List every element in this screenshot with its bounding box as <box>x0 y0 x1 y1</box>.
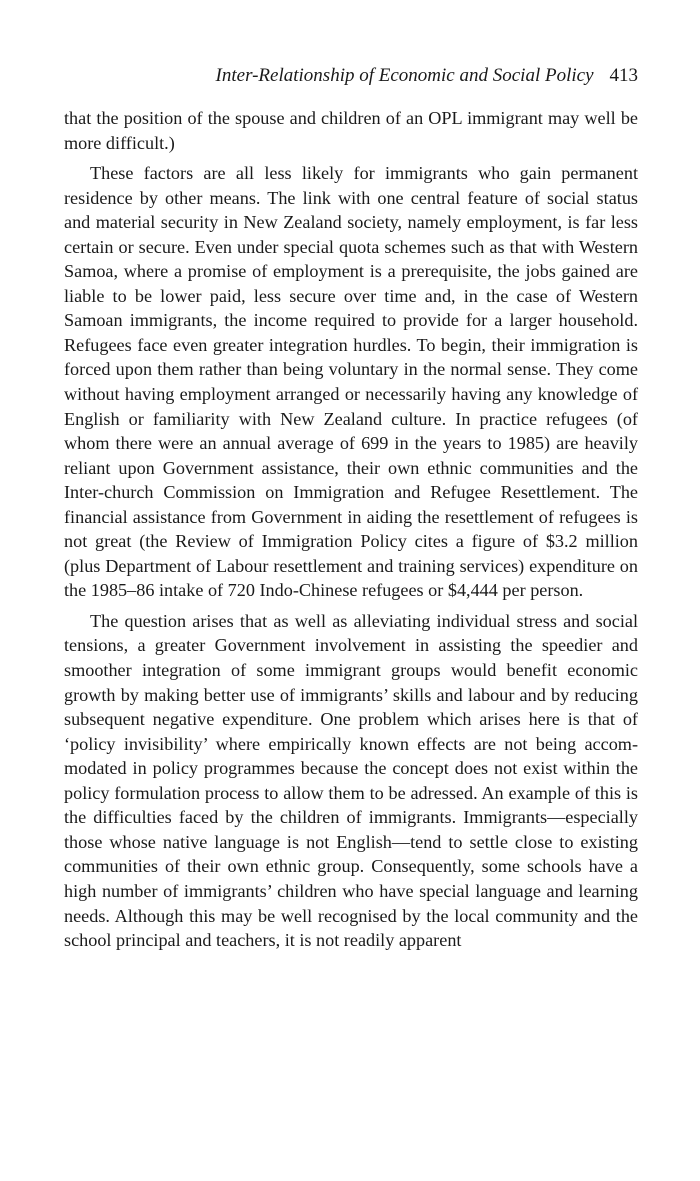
page-number: 413 <box>609 65 638 86</box>
running-title: Inter-Relationship of Economic and Social Policy <box>215 65 594 86</box>
paragraph-continuation: that the position of the spouse and children of an OPL immigrant may well be more difficult.) <box>64 108 638 153</box>
book-page <box>64 64 638 953</box>
running-head <box>64 64 638 88</box>
paragraph-policy-invisibility: The question arises that as well as alleviating individual stress and social tensions, a greater Government involvement in assisting the speedier and smoother integration of some immigrant groups would benefit economic growth by making better use of immigrants’ skills and labour and by reducing subsequent negative expenditure. One problem which arises here is that of ‘policy invisibility’ where empirically known effects are not being accommodated in policy programmes because the concept does not exist within the policy formulation process to allow them to be adressed. An example of this is the difficulties faced by the children of immigrants. Immigrants—especially those whose native language is not English—tend to settle close to existing communities of their own ethnic group. Consequently, some schools have a high number of immigrants’ children who have special language and learning needs. Although this may be well recognised by the local community and the school principal and teachers, it is not readily apparent <box>64 610 638 951</box>
body-text <box>64 106 638 953</box>
paragraph-immigrant-factors: These factors are all less likely for immigrants who gain permanent residence by other means. The link with one central feature of social status and material security in New Zealand society, namely employment, is far less certain or secure. Even under special quota schemes such as that with Western Samoa, where a promise of employment is a prerequisite, the jobs gained are liable to be lower paid, less secure over time and, in the case of Western Samoan immigrants, the income required to provide for a larger household. Refugees face even greater integration hurdles. To begin, their immigration is forced upon them rather than being voluntary in the normal sense. They come without having employment arranged or necessarily having any knowledge of English or familiarity with New Zealand culture. In practice refugees (of whom there were an annual average of 699 in the years to 1985) are heavily reliant upon Government assistance, their own ethnic communities and the Inter-church Commission on Immigration and Refugee Resettlement. The financial assistance from Government in aiding the resettlement of refugees is not great (the Review of Immigration Policy cites a figure of $3.2 million (plus Department of Labour resettlement and training services) expenditure on the 1985–86 intake of 720 Indo-Chinese refugees or $4,444 per person. <box>64 163 638 601</box>
